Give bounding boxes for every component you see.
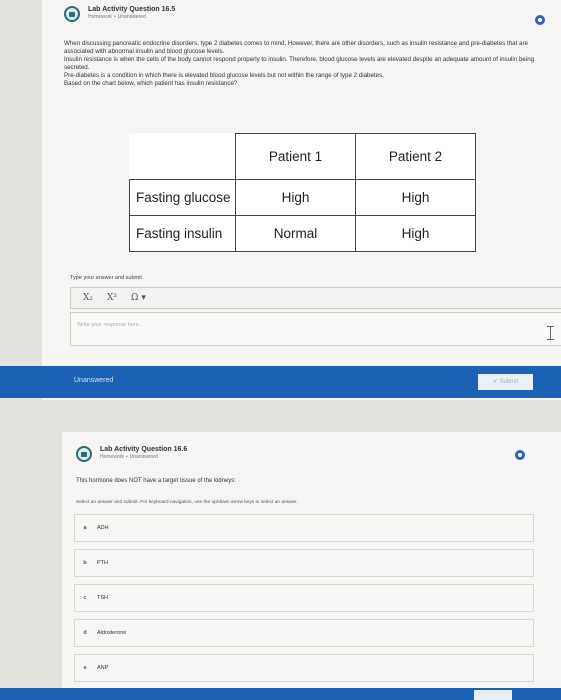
status-dot-icon — [535, 15, 545, 25]
option-key: e — [83, 665, 87, 671]
answer-option-d[interactable] — [74, 619, 534, 647]
paragraph-2: Insulin resistance is when the cells of the body cannot respond properly to insulin. Therefore, blood glucose levels are elevated despite an adequate amount of insulin being secreted. — [64, 56, 535, 71]
table-cell: Normal — [236, 216, 356, 252]
table-header-row — [130, 134, 476, 180]
option-key: b — [83, 560, 87, 566]
question-meta: Homework • Unanswered — [100, 454, 158, 460]
table-row — [130, 216, 476, 252]
question-meta: Homework • Unanswered — [88, 14, 146, 20]
answer-option-c[interactable] — [74, 584, 534, 612]
option-text: TSH — [97, 595, 108, 601]
textarea-placeholder: Write your response here... — [77, 322, 144, 328]
formatting-toolbar — [70, 287, 561, 309]
special-characters-button[interactable]: Ω ▾ — [131, 293, 146, 303]
question-status-small: Unanswered — [129, 454, 158, 460]
table-cell: High — [356, 180, 476, 216]
question-status-bar — [0, 366, 561, 398]
patient-table — [129, 133, 476, 252]
question-type-icon — [64, 6, 80, 22]
answer-label: Type your answer and submit — [70, 275, 142, 281]
question-status-small: Unanswered — [117, 14, 146, 20]
option-text: PTH — [97, 560, 108, 566]
row-label-cell: Fasting glucose — [130, 180, 236, 216]
response-textarea[interactable] — [70, 312, 561, 346]
table-header-cell: Patient 2 — [356, 134, 476, 180]
table-corner-cell — [130, 134, 236, 180]
question-header — [64, 6, 175, 22]
answer-option-a[interactable] — [74, 514, 534, 542]
submit-button-2[interactable] — [474, 690, 512, 700]
question-instructions: Select an answer and submit. For keyboard navigation, use the up/down arrow keys to select an answer. — [76, 500, 298, 505]
option-key: a — [83, 525, 87, 531]
table-header-cell: Patient 1 — [236, 134, 356, 180]
question-status-bar-2 — [0, 688, 561, 700]
paragraph-4: Based on the chart below, which patient has insulin resistance? — [64, 80, 238, 87]
subscript-button[interactable]: X₂ — [83, 293, 94, 303]
option-key: c — [83, 595, 87, 601]
paragraph-1: When discussing pancreatic endocrine disorders, type 2 diabetes comes to mind. However, there are other disorders, such as insulin resistance and pre-diabetes that are associated with abnormal insulin and blood glucose levels. — [64, 40, 528, 55]
question-header — [76, 446, 187, 462]
row-label-cell: Fasting insulin — [130, 216, 236, 252]
submit-button[interactable]: ✔ Submit — [478, 374, 533, 390]
table-row — [130, 180, 476, 216]
option-text: ADH — [97, 525, 109, 531]
option-key: d — [83, 630, 87, 636]
answer-option-e[interactable] — [74, 654, 534, 682]
answer-status: Unanswered — [74, 377, 114, 384]
answer-option-b[interactable] — [74, 549, 534, 577]
option-text: ANP — [97, 665, 109, 671]
table-cell: High — [236, 180, 356, 216]
question-title: Lab Activity Question 16.6 — [100, 446, 188, 453]
question-category: Homework — [100, 454, 124, 460]
question-card-16-6 — [62, 432, 561, 700]
paragraph-3: Pre-diabetes is a condition in which there is elevated blood glucose levels but not within the range of type 2 diabetes. — [64, 72, 384, 79]
question-title: Lab Activity Question 16.5 — [88, 6, 176, 13]
question-text: This hormone does NOT have a target tissue of the kidneys: — [76, 478, 236, 484]
status-dot-icon — [515, 450, 525, 460]
question-body — [64, 40, 544, 88]
question-card-16-5 — [42, 0, 561, 400]
superscript-button[interactable]: X² — [107, 293, 118, 303]
option-text: Aldosterone — [97, 630, 127, 636]
question-category: Homework — [88, 14, 112, 20]
table-cell: High — [356, 216, 476, 252]
text-cursor-icon — [550, 326, 557, 340]
question-type-icon — [76, 446, 92, 462]
